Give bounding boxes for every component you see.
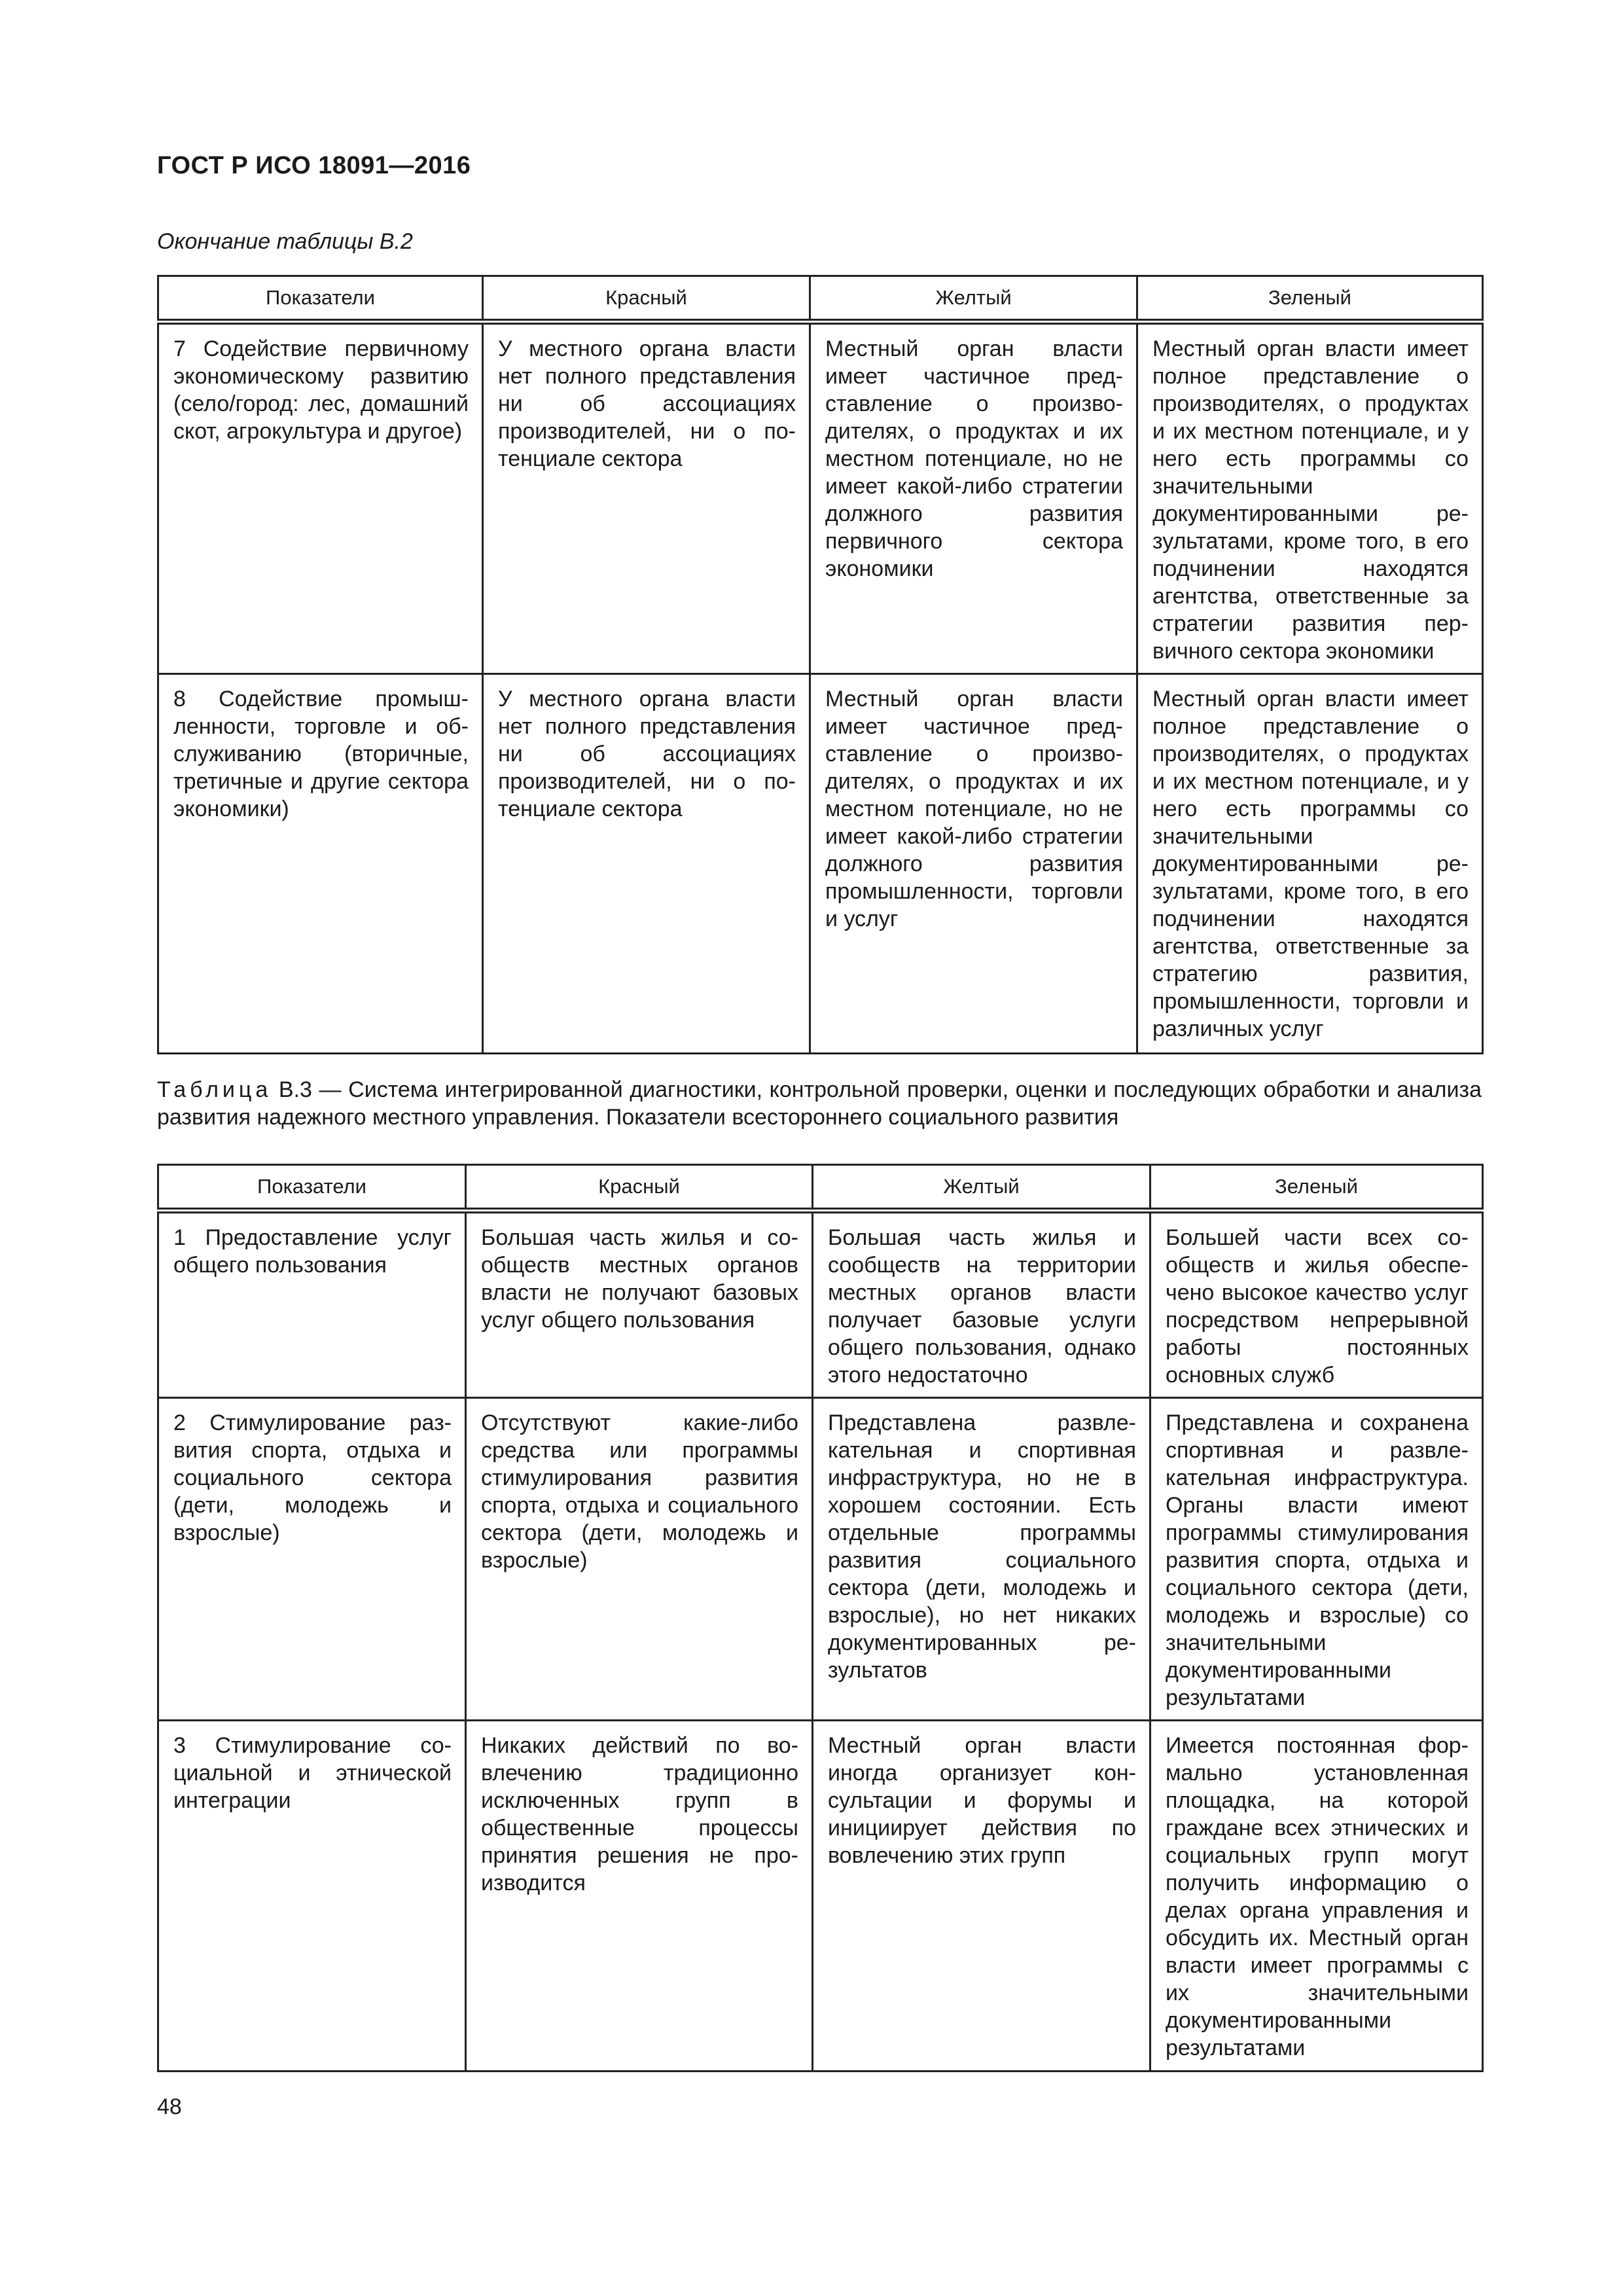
table-row xyxy=(158,322,1483,674)
table-b3 xyxy=(157,1164,1484,2072)
table-b3-caption xyxy=(157,1076,1482,1131)
page-number: 48 xyxy=(157,2094,182,2119)
indicator-cell: 3 Стимулирование социальной и этнической интеграции xyxy=(158,1721,466,2072)
table-continuation-caption: Окончание таблицы В.2 xyxy=(157,229,413,254)
red-cell: У местного органа власти нет полного представления ни об ассоциациях производителей, ни о потенциале сектора xyxy=(483,674,810,1054)
column-header-green: Зеленый xyxy=(1150,1165,1483,1211)
indicator-cell: 1 Предоставление услуг общего пользования xyxy=(158,1211,466,1398)
green-cell: Большей части всех сообществ и жилья обеспечено высокое качество услуг посредством непрерывной работы постоянных основных служб xyxy=(1150,1211,1483,1398)
column-header-indicators: Показатели xyxy=(158,1165,466,1211)
table-b2-end xyxy=(157,275,1484,1054)
yellow-cell: Местный орган власти имеет частичное представление о производителях, о продуктах и их местном потенциале, но не имеет какой-либо стратегии должного развития промышленности, торговли и услуг xyxy=(810,674,1137,1054)
red-cell: Отсутствуют какие-либо средства или программы стимулирования развития спорта, отдыха и социального сектора (дети, молодежь и взрослые) xyxy=(466,1398,813,1721)
table-caption-text: В.3 — Система интегрированной диагностики, контрольной проверки, оценки и последующих обработки и анализа развития надежного местного управления. Показатели всестороннего социального развития xyxy=(157,1077,1482,1130)
table-row xyxy=(158,674,1483,1054)
indicator-cell: 7 Содействие первичному экономическому развитию (село/город: лес, домашний скот, агрокультура и другое) xyxy=(158,322,483,674)
green-cell: Местный орган власти имеет полное представление о производителях, о продуктах и их местном потенциале, и у него есть программы со значительными документированными результатами, кроме того, в его подчинении находятся агентства, ответственные за стратегии развития первичного сектора экономики xyxy=(1137,322,1483,674)
yellow-cell: Представлена развлекательная и спортивная инфраструктура, но не в хорошем состоянии. Есть отдельные программы развития социального сектора (дети, молодежь и взрослые), но нет никаких документированных результатов xyxy=(813,1398,1150,1721)
table-caption-label: Таблица xyxy=(157,1077,272,1102)
red-cell: Никаких действий по вовлечению традиционно исключенных групп в общественные процессы принятия решения не производится xyxy=(466,1721,813,2072)
yellow-cell: Местный орган власти иногда организует консультации и форумы и инициирует действия по вовлечению этих групп xyxy=(813,1721,1150,2072)
column-header-indicators: Показатели xyxy=(158,276,483,322)
indicator-cell: 8 Содействие промышленности, торговле и обслуживанию (вторичные, третичные и другие сектора экономики) xyxy=(158,674,483,1054)
column-header-yellow: Желтый xyxy=(810,276,1137,322)
table-row xyxy=(158,1721,1483,2072)
column-header-yellow: Желтый xyxy=(813,1165,1150,1211)
red-cell: У местного органа власти нет полного представления ни об ассоциациях производителей, ни о потенциале сектора xyxy=(483,322,810,674)
red-cell: Большая часть жилья и сообществ местных органов власти не получают базовых услуг общего пользования xyxy=(466,1211,813,1398)
green-cell: Местный орган власти имеет полное представление о производителях, о продуктах и их местном потенциале, и у него есть программы со значительными документированными результатами, кроме того, в его подчинении находятся агентства, ответственные за стратегию развития, промышленности, торговли и различных услуг xyxy=(1137,674,1483,1054)
document-header-code: ГОСТ Р ИСО 18091—2016 xyxy=(157,152,471,179)
table-row xyxy=(158,1398,1483,1721)
green-cell: Представлена и сохранена спортивная и развлекательная инфраструктура. Органы власти имеют программы стимулирования развития спорта, отдыха и социального сектора (дети, молодежь и взрослые) со значительными документированными результатами xyxy=(1150,1398,1483,1721)
column-header-green: Зеленый xyxy=(1137,276,1483,322)
green-cell: Имеется постоянная формально установленная площадка, на которой граждане всех этнических и социальных групп могут получить информацию о делах органа управления и обсудить их. Местный орган власти имеет программы с их значительными документированными результатами xyxy=(1150,1721,1483,2072)
table-row xyxy=(158,1211,1483,1398)
indicator-cell: 2 Стимулирование развития спорта, отдыха и социального сектора (дети, молодежь и взрослые) xyxy=(158,1398,466,1721)
column-header-red: Красный xyxy=(483,276,810,322)
yellow-cell: Местный орган власти имеет частичное представление о производителях, о продуктах и их местном потенциале, но не имеет какой-либо стратегии должного развития первичного сектора экономики xyxy=(810,322,1137,674)
yellow-cell: Большая часть жилья и сообществ на территории местных органов власти получает базовые услуги общего пользования, однако этого недостаточно xyxy=(813,1211,1150,1398)
column-header-red: Красный xyxy=(466,1165,813,1211)
